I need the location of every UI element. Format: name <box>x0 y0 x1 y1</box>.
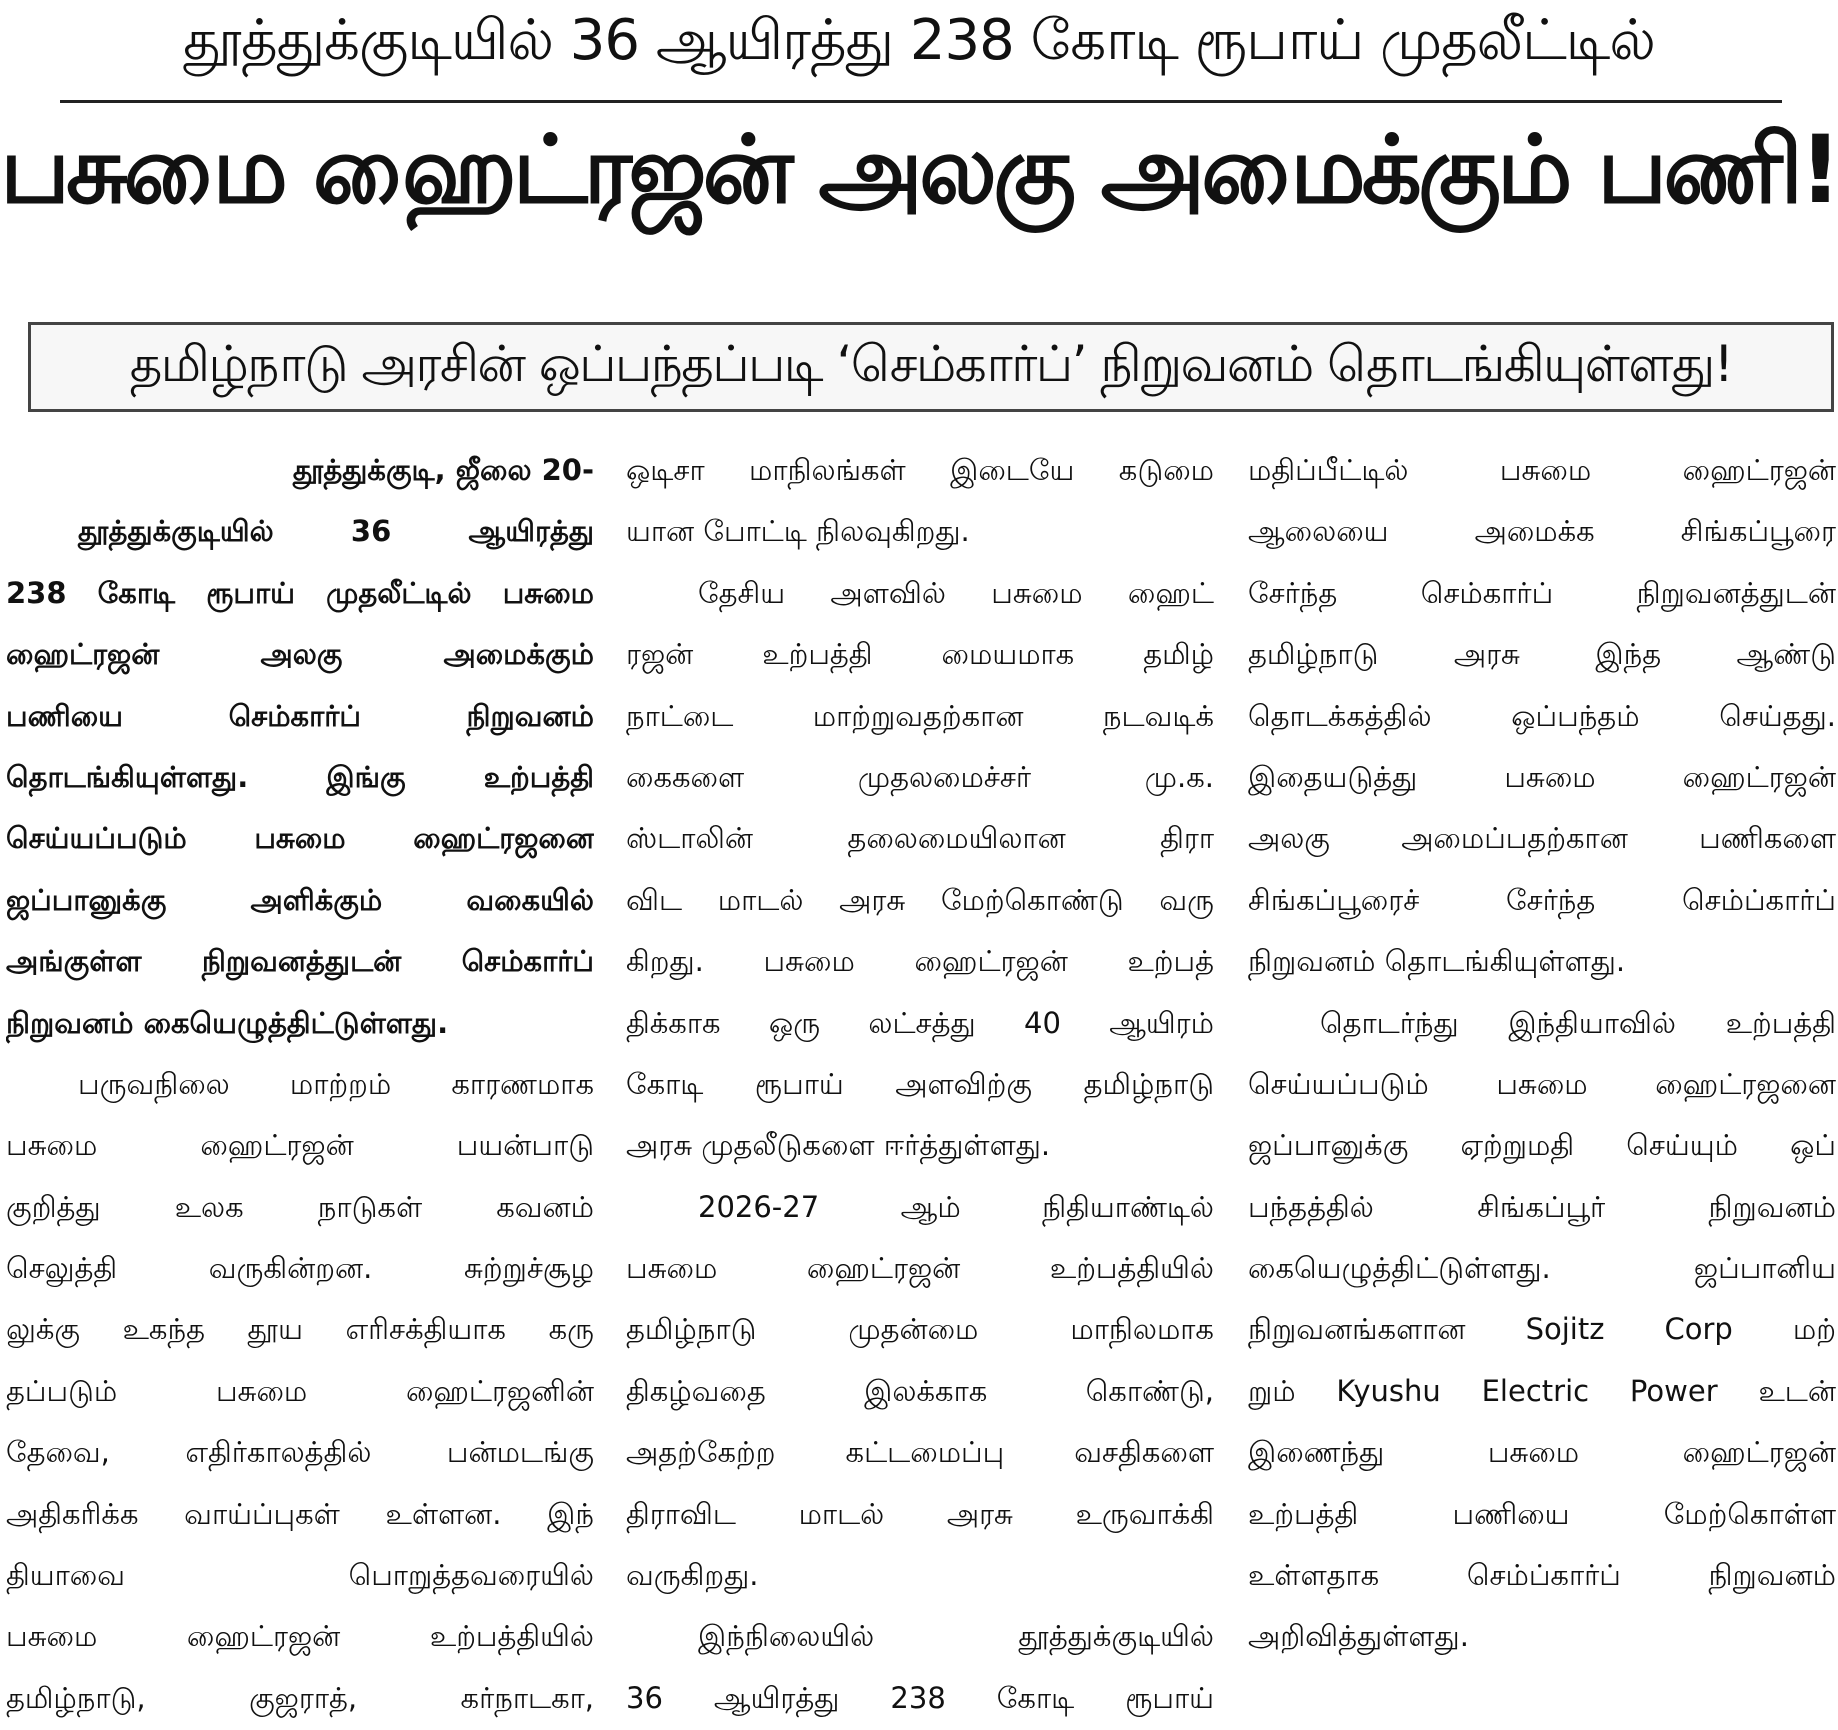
column-line: மதிப்பீட்டில் பசுமை ஹைட்ரஜன் <box>1248 453 1836 487</box>
column-line: தொடர்ந்து இந்தியாவில் உற்பத்தி <box>1320 1005 1836 1040</box>
column-line: கையெழுத்திட்டுள்ளது. ஜப்பானிய <box>1248 1251 1836 1286</box>
column-line: விட மாடல் அரசு மேற்கொண்டு வரு <box>626 882 1214 917</box>
column-line: உள்ளதாக செம்ப்கார்ப் நிறுவனம் <box>1248 1558 1836 1593</box>
article-column-middle <box>626 440 1214 1730</box>
article-column-left <box>6 440 594 1730</box>
column-line: கைகளை முதலமைச்சர் மு.க. <box>626 759 1214 794</box>
column-line: ஜப்பானுக்கு அளிக்கும் வகையில் <box>6 882 594 917</box>
subhead: தமிழ்நாடு அரசின் ஒப்பந்தப்படி ‘செம்கார்ப்’ நிறுவனம் தொடங்கியுள்ளது! <box>129 334 1733 393</box>
column-line: செய்யப்படும் பசுமை ஹைட்ரஜனை <box>1248 1066 1836 1101</box>
column-line: பசுமை ஹைட்ரஜன் உற்பத்தியில் <box>626 1251 1214 1286</box>
column-line: தமிழ்நாடு முதன்மை மாநிலமாக <box>626 1312 1214 1347</box>
column-line: தூத்துக்குடியில் 36 ஆயிரத்து <box>78 514 594 549</box>
column-line: இந்நிலையில் தூத்துக்குடியில் <box>698 1619 1214 1654</box>
column-line: நிறுவனங்களான Sojitz Corp மற் <box>1248 1312 1836 1347</box>
column-line: றும் Kyushu Electric Power உடன் <box>1248 1373 1836 1408</box>
column-line: அதிகரிக்க வாய்ப்புகள் உள்ளன. இந் <box>6 1496 594 1531</box>
column-line: ஹைட்ரஜன் அலகு அமைக்கும் <box>6 637 594 672</box>
main-headline: பசுமை ஹைட்ரஜன் அலகு அமைக்கும் பணி! <box>0 116 1838 225</box>
column-line: கிறது. பசுமை ஹைட்ரஜன் உற்பத் <box>626 944 1214 979</box>
column-line: அங்குள்ள நிறுவனத்துடன் செம்கார்ப் <box>6 944 594 979</box>
column-line: செய்யப்படும் பசுமை ஹைட்ரஜனை <box>6 821 594 856</box>
dateline: தூத்துக்குடி, ஜீலை 20- <box>292 453 594 487</box>
column-line: தேசிய அளவில் பசுமை ஹைட் <box>698 575 1214 610</box>
column-line: அரசு முதலீடுகளை ஈர்த்துள்ளது. <box>626 1128 1051 1163</box>
column-line: தப்படும் பசுமை ஹைட்ரஜனின் <box>6 1373 594 1408</box>
column-line: குறித்து உலக நாடுகள் கவனம் <box>6 1189 594 1224</box>
column-line: கோடி ரூபாய் அளவிற்கு தமிழ்நாடு <box>626 1066 1214 1101</box>
column-line: உற்பத்தி பணியை மேற்கொள்ள <box>1248 1496 1836 1531</box>
column-line: பசுமை ஹைட்ரஜன் பயன்பாடு <box>6 1128 594 1163</box>
column-line: தொடங்கியுள்ளது. இங்கு உற்பத்தி <box>6 759 594 794</box>
column-line: 238 கோடி ரூபாய் முதலீட்டில் பசுமை <box>6 575 594 610</box>
column-line: 2026-27 ஆம் நிதியாண்டில் <box>698 1189 1214 1224</box>
column-line: தேவை, எதிர்காலத்தில் பன்மடங்கு <box>6 1435 594 1470</box>
column-line: பந்தத்தில் சிங்கப்பூர் நிறுவனம் <box>1248 1189 1836 1224</box>
column-line: அலகு அமைப்பதற்கான பணிகளை <box>1248 821 1836 856</box>
column-line: அதற்கேற்ற கட்டமைப்பு வசதிகளை <box>626 1435 1214 1470</box>
column-line: இதையடுத்து பசுமை ஹைட்ரஜன் <box>1248 759 1836 794</box>
column-line: தியாவை பொறுத்தவரையில் <box>6 1558 594 1593</box>
column-line: நிறுவனம் தொடங்கியுள்ளது. <box>1248 944 1626 979</box>
kicker-underline <box>60 100 1782 103</box>
column-line: செலுத்தி வருகின்றன. சுற்றுச்சூழ <box>6 1251 594 1286</box>
column-line: சேர்ந்த செம்கார்ப் நிறுவனத்துடன் <box>1248 575 1836 610</box>
column-line: ஆலையை அமைக்க சிங்கப்பூரை <box>1248 514 1836 549</box>
column-line: பணியை செம்கார்ப் நிறுவனம் <box>6 698 594 733</box>
column-line: சிங்கப்பூரைச் சேர்ந்த செம்ப்கார்ப் <box>1248 882 1836 917</box>
column-line: யான போட்டி நிலவுகிறது. <box>626 514 970 549</box>
kicker-headline: தூத்துக்குடியில் 36 ஆயிரத்து 238 கோடி ரூபாய் முதலீட்டில் <box>183 8 1655 73</box>
column-line: தொடக்கத்தில் ஒப்பந்தம் செய்தது. <box>1248 698 1836 733</box>
column-line: திகழ்வதை இலக்காக கொண்டு, <box>626 1373 1214 1408</box>
column-line: அறிவித்துள்ளது. <box>1248 1619 1469 1654</box>
column-line: லுக்கு உகந்த தூய எரிசக்தியாக கரு <box>6 1312 594 1347</box>
column-line: பசுமை ஹைட்ரஜன் உற்பத்தியில் <box>6 1619 594 1654</box>
column-line: நாட்டை மாற்றுவதற்கான நடவடிக் <box>626 698 1214 733</box>
column-line: திக்காக ஒரு லட்சத்து 40 ஆயிரம் <box>626 1005 1214 1040</box>
column-line: தமிழ்நாடு அரசு இந்த ஆண்டு <box>1248 637 1836 672</box>
column-line: ரஜன் உற்பத்தி மையமாக தமிழ் <box>626 637 1214 672</box>
column-line: ஸ்டாலின் தலைமையிலான திரா <box>626 821 1214 856</box>
column-line: தமிழ்நாடு, குஜராத், கர்நாடகா, <box>6 1680 594 1715</box>
subhead-box <box>28 322 1834 412</box>
column-line: திராவிட மாடல் அரசு உருவாக்கி <box>626 1496 1214 1531</box>
column-line: ஒடிசா மாநிலங்கள் இடையே கடுமை <box>626 453 1214 487</box>
column-line: 36 ஆயிரத்து 238 கோடி ரூபாய் <box>626 1680 1214 1715</box>
column-line: ஜப்பானுக்கு ஏற்றுமதி செய்யும் ஒப் <box>1248 1128 1836 1163</box>
column-line: இணைந்து பசுமை ஹைட்ரஜன் <box>1248 1435 1836 1470</box>
column-line: பருவநிலை மாற்றம் காரணமாக <box>78 1066 594 1101</box>
column-line: வருகிறது. <box>626 1558 759 1593</box>
column-line: நிறுவனம் கையெழுத்திட்டுள்ளது. <box>6 1005 449 1040</box>
article-column-right <box>1248 440 1836 1730</box>
